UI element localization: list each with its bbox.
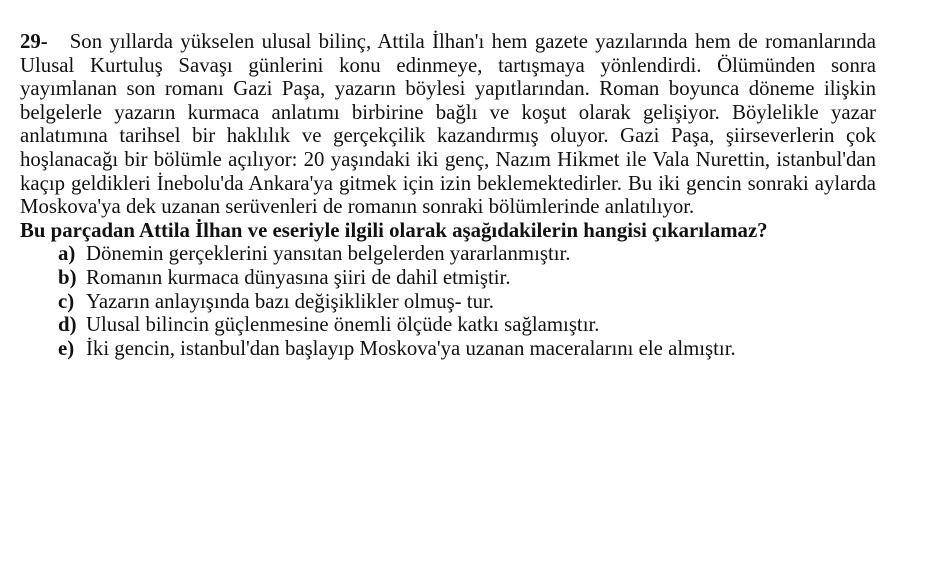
question-number: 29- — [20, 30, 48, 53]
option-e[interactable] — [58, 337, 876, 361]
option-letter: c) — [58, 289, 75, 313]
option-letter: a) — [58, 242, 76, 266]
option-letter: d) — [58, 313, 77, 337]
option-c[interactable] — [58, 290, 876, 314]
option-text: Romanın kurmaca dünyasına şiiri de dahil etmiştir. — [86, 265, 511, 289]
option-text: İki gencin, istanbul'dan başlayıp Moskova'ya uzanan maceralarını ele almıştır. — [86, 336, 736, 360]
answer-options — [20, 242, 876, 360]
option-d[interactable] — [58, 313, 876, 337]
option-text: Dönemin gerçeklerini yansıtan belgelerden yararlanmıştır. — [86, 242, 571, 266]
question-prompt: Bu parçadan Attila İlhan ve eseriyle ilgili olarak aşağıdakilerin hangisi çıkarılamaz? — [20, 218, 768, 242]
option-text: Yazarın anlayışında bazı değişiklikler olmuş- tur. — [86, 289, 494, 313]
passage-text: Son yıllarda yükselen ulusal bilinç, Attila İlhan'ı hem gazete yazılarında hem de romanlarında Ulusal Kurtuluş Savaşı günlerini konu edinmeye, tartışmaya yönlendirdi. Ölümünden sonra yayımlanan son romanı Gazi Paşa, yazarın böylesi yapıtlarından. Roman boyunca döneme ilişkin belgelerle yazarın kurmaca anlatımı birbirine bağlı ve koşut olarak gelişiyor. Böylelikle yazar anlatımına tarihsel bir haklılık ve gerçekçilik kazandırmış oluyor. Gazi Paşa, şiirseverlerin çok hoşlanacağı bir bölümle açılıyor: 20 yaşındaki iki genç, Nazım Hikmet ile Vala Nurettin, istanbul'dan kaçıp geldikleri İnebolu'da Ankara'ya gitmek için izin beklemektedirler. Bu iki gencin sonraki aylarda Moskova'ya dek uzanan serüvenleri de romanın sonraki bölümlerinde anlatılıyor. — [20, 30, 876, 219]
option-letter: b) — [58, 265, 77, 289]
option-b[interactable] — [58, 266, 876, 290]
question-block — [20, 30, 876, 360]
option-text: Ulusal bilincin güçlenmesine önemli ölçüde katkı sağlamıştır. — [86, 313, 600, 337]
option-letter: e) — [58, 336, 75, 360]
question-passage — [20, 30, 876, 219]
option-a[interactable] — [58, 242, 876, 266]
